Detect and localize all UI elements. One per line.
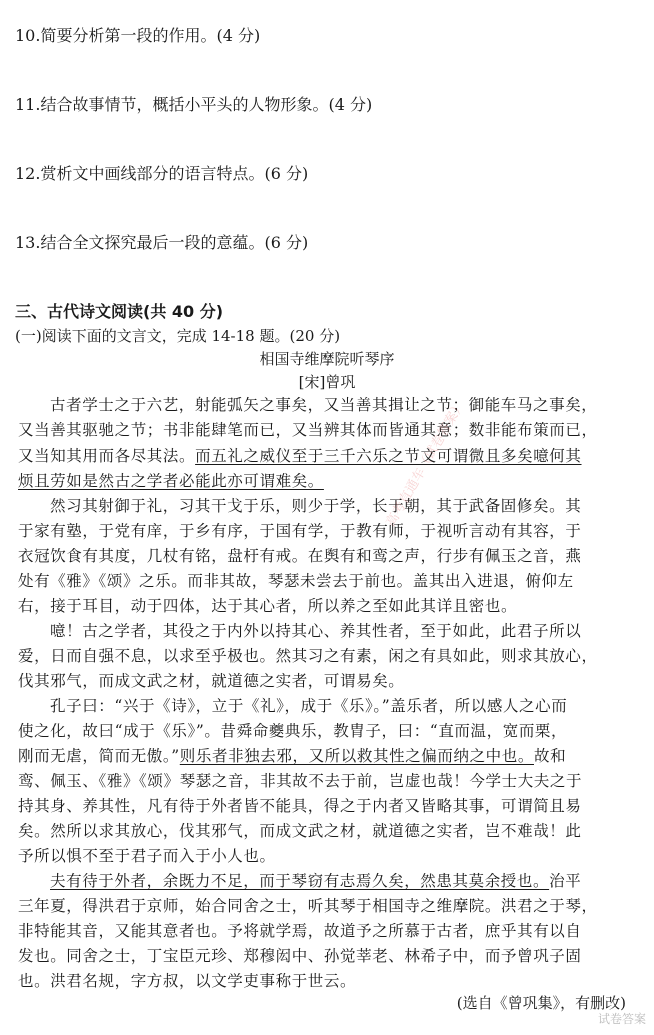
section-heading: 三、古代诗文阅读(共 40 分) (15, 302, 224, 321)
passage-line-text: 刚而无虐，简而无傲。” (18, 747, 180, 765)
passage-line: 三年夏，得洪君于京师，始合同舍之士，听其琴于相国寺之维摩院。洪君之于琴， (18, 897, 598, 915)
passage-line: 也。洪君名规，字方叔，以文学吏事称于世云。 (18, 972, 357, 990)
passage-title: 相国寺维摩院听琴序 (259, 350, 395, 368)
passage-line: 衣冠饮食有其度，几杖有铭，盘杅有戒。在舆有和鸾之声，行步有佩玉之音，燕 (18, 547, 582, 565)
passage-line: 非特能其音，又能其意者也。予将就学焉，故道予之所慕于古者，庶乎其有以自 (18, 922, 582, 940)
passage-line: 发也。同舍之士，丁宝臣元珍、郑穆闳中、孙觉莘老、林希子中，而予曾巩子固 (18, 947, 582, 965)
site-logo: 试卷答案 (597, 1012, 646, 1026)
passage-line-text: 治平 (549, 872, 582, 890)
passage-line (18, 445, 582, 467)
passage-line: 伐其邪气，而成文武之材，就道德之实者，可谓易矣。 (18, 672, 405, 690)
underlined-sentence: 则乐者非独去邪，又所以救其性之偏而纳之中也。 (179, 747, 534, 765)
passage-line: 使之化，故曰“成于《乐》”。昔舜命夔典乐，教胄子，曰：“直而温，宽而栗， (18, 722, 568, 740)
question-12: 12.赏析文中画线部分的语言特点。(6 分) (15, 164, 309, 183)
passage-line: 右，接于耳目，动于四体，达于其心者，所以养之至如此其详且密也。 (18, 597, 518, 615)
passage-line: 然习其射御于礼，习其干戈于乐，则少于学，长于朝，其于武备固修矣。其 (50, 497, 582, 515)
question-10: 10.简要分析第一段的作用。(4 分) (15, 26, 261, 45)
passage-line-text: 故和 (533, 747, 567, 765)
passage-line: 孔子曰：“兴于《诗》，立于《礼》，成于《乐》。”盖乐者，所以感人之心而 (50, 697, 568, 715)
question-11: 11.结合故事情节，概括小平头的人物形象。(4 分) (15, 95, 373, 114)
source-citation: (选自《曾巩集》，有删改) (456, 994, 626, 1012)
passage-line (18, 745, 566, 767)
passage-line (18, 470, 324, 492)
passage-line (50, 870, 581, 892)
underlined-sentence: 烦且劳如是然古之学者必能此亦可谓难矣。 (18, 472, 324, 490)
passage-line: 矣。然所以求其放心，伐其邪气，而成文武之材，就道德之实者，岂不难哉！此 (18, 822, 582, 840)
passage-line: 爱，日而自强不息，以求至乎极也。然其习之有素，闲之有具如此，则求其放心， (18, 647, 598, 665)
section-intro: (一)阅读下面的文言文，完成 14-18 题。(20 分) (15, 327, 341, 345)
passage-line: 古者学士之于六艺，射能弧矢之事矣，又当善其揖让之节；御能车马之事矣， (50, 396, 598, 414)
passage-line: 处有《雅》《颂》之乐。而非其故，琴瑟未尝去于前也。盖其出入进退，俯仰左 (18, 572, 574, 590)
underlined-sentence: 夫有待于外者，余既力不足，而于琴窃有志焉久矣，然患其莫余授也。 (50, 872, 550, 890)
underlined-sentence: 而五礼之威仪至于三千六乐之节文可谓微且多矣噫何其 (195, 447, 582, 465)
passage-line: 予所以惧不至于君子而入于小人也。 (18, 847, 276, 865)
watermark: 高考直通车（试卷答案） (383, 398, 468, 530)
question-13: 13.结合全文探究最后一段的意蕴。(6 分) (15, 233, 309, 252)
passage-line: 鸾、佩玉、《雅》《颂》琴瑟之音，非其故不去于前，岂虚也哉！今学士大夫之于 (18, 772, 583, 790)
passage-author: [宋]曾巩 (298, 373, 356, 391)
passage-line-text: 又当知其用而各尽其法。 (18, 447, 196, 465)
passage-line: 又当善其驱驰之节；书非能肆笔而已，又当辨其体而皆通其意；数非能布策而已， (18, 421, 598, 439)
passage-line: 噫！古之学者，其役之于内外以持其心、养其性者，至于如此，此君子所以 (50, 622, 582, 640)
passage-line: 持其身、养其性，凡有待于外者皆不能具，得之于内者又皆略其事，可谓简且易 (18, 797, 582, 815)
passage-line: 于家有塾，于党有庠，于乡有序，于国有学，于教有师，于视听言动有其容，于 (18, 522, 582, 540)
